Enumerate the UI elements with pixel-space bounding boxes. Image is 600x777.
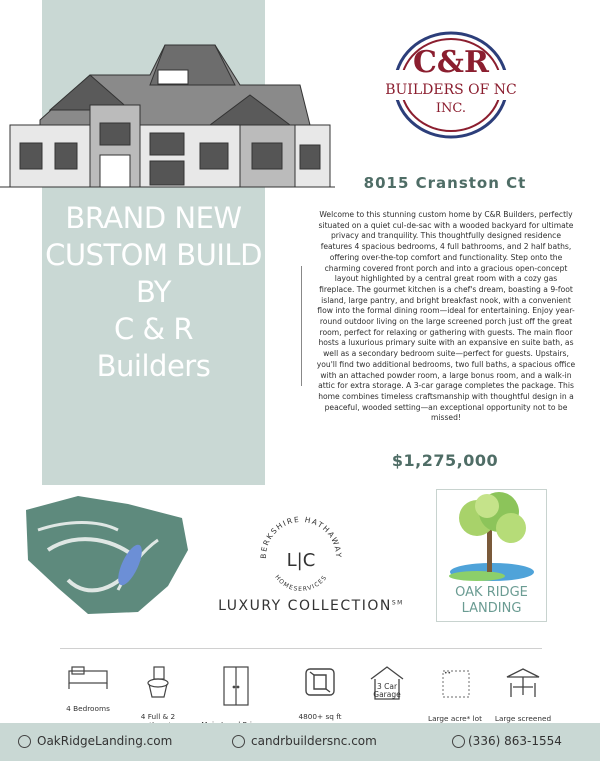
tree-icon [437, 490, 546, 585]
bh-bottom-text: HOMESERVICES [273, 573, 329, 594]
phone-icon [452, 735, 465, 748]
logo-line2: BUILDERS OF NC [385, 82, 517, 98]
divider-horizontal [60, 648, 542, 649]
toilet-icon [140, 665, 176, 699]
footer-website1[interactable]: OakRidgeLanding.com [18, 734, 172, 748]
feature-lot: •• Large acre* lot [418, 656, 492, 732]
closet-icon [221, 665, 251, 707]
house-illustration [0, 25, 340, 195]
lot-icon [437, 665, 473, 701]
feature-baths: 4 Full & 2 [126, 656, 190, 730]
feature-porch: Large screened [490, 656, 556, 732]
brokerage-logo [252, 508, 350, 606]
globe-icon [232, 735, 245, 748]
headline: BRAND NEW CUSTOM BUILD BY C & R Builders [45, 201, 262, 383]
subdivision-map [18, 490, 190, 618]
svg-text:HOMESERVICES [273, 574, 328, 593]
svg-text:••: •• [444, 670, 452, 677]
oak-ridge-title: OAK RIDGE LANDING [455, 585, 528, 616]
bh-mark: L|C [286, 550, 316, 571]
patio-icon [503, 665, 543, 701]
logo-line3: INC. [435, 101, 467, 116]
property-description: Welcome to this stunning custom home by C&R Builders, perfectly situated on a quiet cul-de-sac with a wooded backyard for ultimate privacy and tranquility. This thoughtfully designed residence features 4 spacious bedrooms, 4 full bathrooms, and 2 half baths, offering over-the-top comfort and functionality. Step onto the charming covered front porch and into a gracious open-concept layout highlighted by a central great room with a cozy gas fireplace. The gourmet kitchen is a chef's dream, boasting a 9-foot island, large pantry, and bright breakfast nook, with a convenient flow into the formal dining room—ideal for entertaining. Enjoy year-round outdoor living on the large screened porch just off the great room, perfect for relaxing or gathering with guests. The main floor hosts a luxurious primary suite with an expansive en suite bath, as well as a secondary bedroom suite—perfect for guests. Upstairs, you'll find two additional bedrooms, two full baths, a spacious office with an attached powder room, a large bonus room, and a walk-in attic for extra storage. A 3-car garage completes the package. This home combines timeless craftsmanship with thoughtful design in a peaceful, wooded setting—an exceptional opportunity not to be missed! [316, 210, 576, 423]
footer-website2[interactable]: candrbuildersnc.com [232, 734, 377, 748]
luxury-collection: LUXURY COLLECTION℠ [218, 598, 404, 614]
feature-garage [360, 656, 414, 723]
footer-phone[interactable]: (336) 863-1554 [452, 734, 562, 748]
logo-line1: C&R [413, 45, 489, 80]
globe-icon [18, 735, 31, 748]
bed-icon [66, 665, 110, 691]
property-address: 8015 Cranston Ct [363, 174, 527, 192]
garage-icon-text: 3 Car [376, 682, 398, 691]
garage-icon [367, 665, 407, 701]
divider-vertical [301, 266, 302, 386]
bh-top-text: BERKSHIRE HATHAWAY [258, 514, 344, 559]
feature-sqft: 4800+ sq ft [288, 656, 352, 721]
feature-bedrooms: 4 Bedrooms [56, 656, 120, 713]
cube-icon [302, 665, 338, 699]
svg-text:Garage: Garage [373, 690, 401, 699]
builder-logo [368, 24, 534, 146]
price: $1,275,000 [391, 451, 499, 470]
